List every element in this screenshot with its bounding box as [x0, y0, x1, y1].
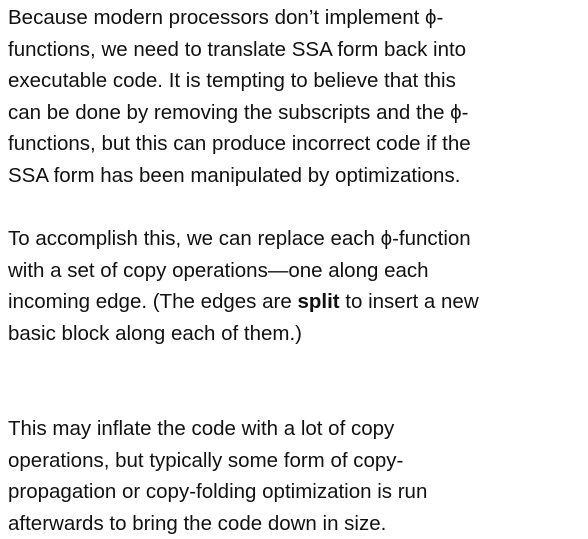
paragraph-line: This may inflate the code with a lot of copy	[8, 413, 427, 445]
paragraph-line: with a set of copy operations—one along each	[8, 255, 479, 287]
paragraph-line: operations, but typically some form of copy-	[8, 445, 427, 477]
paragraph-copy-propagation	[8, 413, 427, 539]
paragraph-line: can be done by removing the subscripts and the ϕ-	[8, 97, 471, 129]
paragraph-ssa-translation	[8, 2, 471, 191]
paragraph-line: afterwards to bring the code down in size.	[8, 508, 427, 539]
paragraph-line: propagation or copy-folding optimization is run	[8, 476, 427, 508]
paragraph-line: functions, we need to translate SSA form back into	[8, 34, 471, 66]
text-segment: to insert a new	[340, 290, 479, 313]
paragraph-line: Because modern processors don’t implement ϕ-	[8, 2, 471, 34]
paragraph-line	[8, 286, 479, 318]
paragraph-line: functions, but this can produce incorrect code if the	[8, 128, 471, 160]
paragraph-copy-operations	[8, 223, 479, 349]
paragraph-line: To accomplish this, we can replace each ϕ-function	[8, 223, 479, 255]
text-segment: incoming edge. (The edges are	[8, 290, 297, 313]
text-page	[8, 0, 582, 526]
bold-term-split: split	[297, 290, 339, 313]
paragraph-line: SSA form has been manipulated by optimizations.	[8, 160, 471, 192]
paragraph-line: basic block along each of them.)	[8, 318, 479, 350]
paragraph-line: executable code. It is tempting to believe that this	[8, 65, 471, 97]
